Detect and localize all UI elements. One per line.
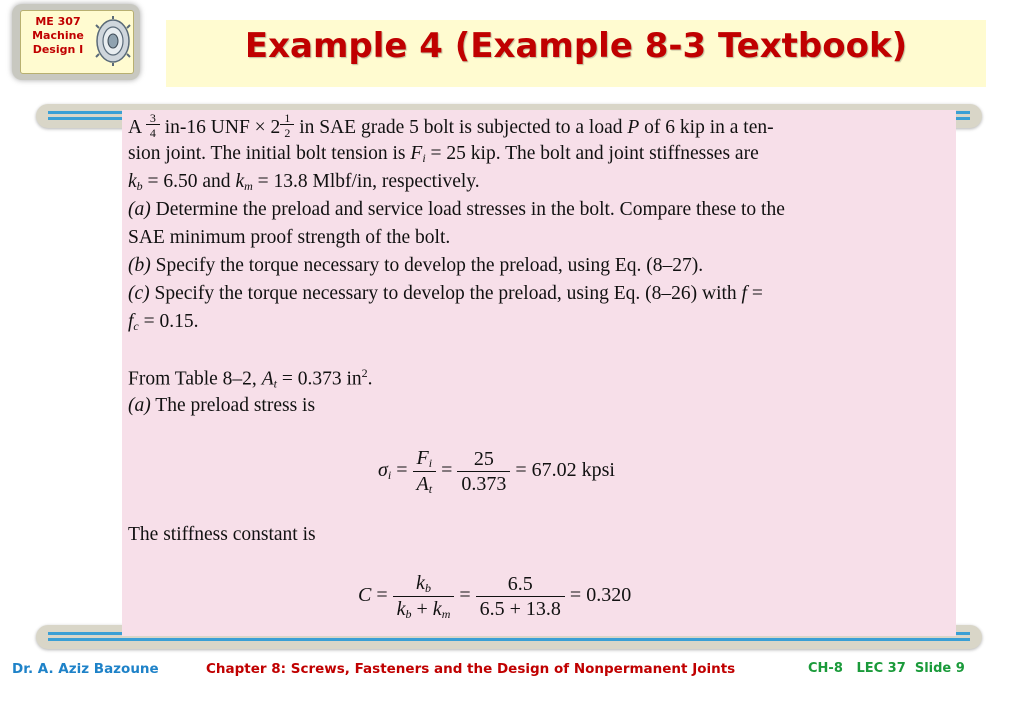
- problem-part-c-cont: [128, 311, 199, 334]
- text-run: = 0.373 in: [281, 368, 362, 390]
- subscript: t: [428, 482, 433, 496]
- subscript: b: [424, 581, 431, 595]
- fraction-denominator: 2: [284, 126, 291, 140]
- subscript: i: [387, 468, 392, 483]
- fraction-numerator: 25: [457, 449, 510, 472]
- fraction-numerator: 1: [280, 112, 294, 125]
- equals-sign: =: [441, 459, 453, 482]
- course-logo-panel: [20, 10, 134, 74]
- text-run: Specify the torque necessary to develop the preload, using Eq. (8–27).: [155, 255, 704, 276]
- text-run: in-16 UNF × 2: [164, 117, 281, 138]
- footer-lec: LEC 37: [856, 661, 906, 676]
- subscript: b: [136, 179, 143, 193]
- fraction-denominator: 0.373: [461, 473, 507, 495]
- fraction-numerator: 6.5: [476, 574, 565, 597]
- fraction-F-over-A: [413, 448, 437, 495]
- part-tag: (a): [128, 199, 151, 220]
- variable-k: k: [396, 598, 406, 620]
- text-run: From Table 8–2,: [128, 368, 257, 390]
- variable-f: f: [741, 283, 747, 304]
- text-run: = 0.15.: [143, 311, 199, 332]
- sigma-symbol: σ: [378, 459, 388, 482]
- variable-k: k: [235, 171, 245, 192]
- course-code: ME 307: [35, 15, 81, 28]
- part-tag: (a): [128, 395, 151, 416]
- subscript: t: [273, 376, 277, 391]
- fraction-numeric: [457, 449, 510, 494]
- equals-sign: =: [459, 584, 471, 607]
- subscript: m: [441, 607, 451, 621]
- subscript: b: [405, 607, 412, 621]
- footer-slide-info: [808, 661, 965, 676]
- text-run: The preload stress is: [155, 395, 316, 416]
- gear-assembly-icon: [93, 16, 131, 66]
- fraction-numerator: [393, 573, 455, 597]
- variable-k: k: [432, 598, 442, 620]
- fraction-numeric: [476, 574, 565, 619]
- text-run: in SAE grade 5 bolt is subjected to a load: [299, 117, 623, 138]
- stiffness-constant-equation: [358, 573, 631, 620]
- text-run: = 13.8 Mlbf/in, respectively.: [257, 171, 480, 192]
- equals-sign: =: [376, 584, 388, 607]
- title-banner: [166, 20, 986, 87]
- solution-table-line: [128, 366, 373, 392]
- text-run: of 6 kip in a ten-: [644, 117, 774, 138]
- text-run: =: [751, 283, 763, 304]
- fraction-k-ratio: [393, 573, 455, 620]
- bottom-divider-line: [48, 638, 970, 641]
- preload-stress-equation: [378, 448, 615, 495]
- footer-ch: CH-8: [808, 661, 843, 676]
- course-name-line2: Design I: [32, 43, 84, 56]
- subscript: i: [428, 456, 433, 470]
- problem-line-2: [128, 143, 759, 166]
- variable-P: P: [627, 117, 640, 138]
- text-run: = 25 kip. The bolt and joint stiffnesses are: [430, 143, 759, 164]
- equation-result: = 0.320: [569, 584, 632, 607]
- variable-F: F: [410, 143, 423, 164]
- footer-slide-number: Slide 9: [914, 661, 965, 676]
- variable-A: A: [416, 473, 429, 495]
- subscript: c: [133, 319, 139, 333]
- text-run: A: [128, 117, 142, 138]
- problem-line-3: [128, 171, 480, 194]
- subscript: i: [422, 151, 426, 165]
- problem-part-a: [128, 199, 785, 221]
- problem-part-a-cont: SAE minimum proof strength of the bolt.: [128, 227, 451, 248]
- variable-C: C: [358, 584, 372, 607]
- course-logo-text: [25, 15, 91, 57]
- superscript: 2: [361, 366, 368, 380]
- footer-author: Dr. A. Aziz Bazoune: [12, 661, 159, 677]
- part-tag: (b): [128, 255, 151, 276]
- course-name-line1: Machine: [32, 29, 84, 42]
- variable-f: f: [128, 311, 134, 332]
- fraction-denominator: 6.5 + 13.8: [479, 598, 561, 620]
- equals-sign: =: [396, 459, 408, 482]
- text-run: Determine the preload and service load stresses in the bolt. Compare these to the: [155, 199, 785, 220]
- solution-stiffness-line: The stiffness constant is: [128, 524, 316, 545]
- plus-sign: +: [416, 598, 428, 620]
- text-run: Specify the torque necessary to develop the preload, using Eq. (8–26) with: [154, 283, 737, 304]
- fraction-numerator: [413, 448, 437, 472]
- slide-title: Example 4 (Example 8-3 Textbook): [244, 26, 908, 66]
- content-panel: [122, 110, 956, 636]
- problem-line-1: [128, 112, 774, 139]
- course-logo: [12, 4, 140, 80]
- text-run: sion joint. The initial bolt tension is: [128, 143, 406, 164]
- fraction-denominator: 4: [149, 126, 156, 140]
- fraction-one-half: [280, 112, 294, 139]
- part-tag: (c): [128, 283, 150, 304]
- variable-F: F: [416, 447, 429, 469]
- footer-chapter: Chapter 8: Screws, Fasteners and the Design of Nonpermanent Joints: [206, 661, 736, 677]
- fraction-numerator: 3: [146, 112, 160, 125]
- problem-part-c: [128, 283, 763, 305]
- subscript: m: [244, 179, 253, 193]
- variable-A: A: [261, 368, 274, 390]
- fraction-three-quarters: [146, 112, 160, 139]
- variable-k: k: [128, 171, 137, 192]
- solution-preload-line: [128, 395, 315, 417]
- text-run: = 6.50 and: [147, 171, 231, 192]
- fraction-denominator: [413, 472, 437, 495]
- variable-k: k: [416, 572, 425, 594]
- text-run: .: [367, 368, 373, 390]
- fraction-denominator: [393, 597, 455, 620]
- problem-part-b: [128, 255, 703, 277]
- equation-result: = 67.02 kpsi: [515, 459, 615, 482]
